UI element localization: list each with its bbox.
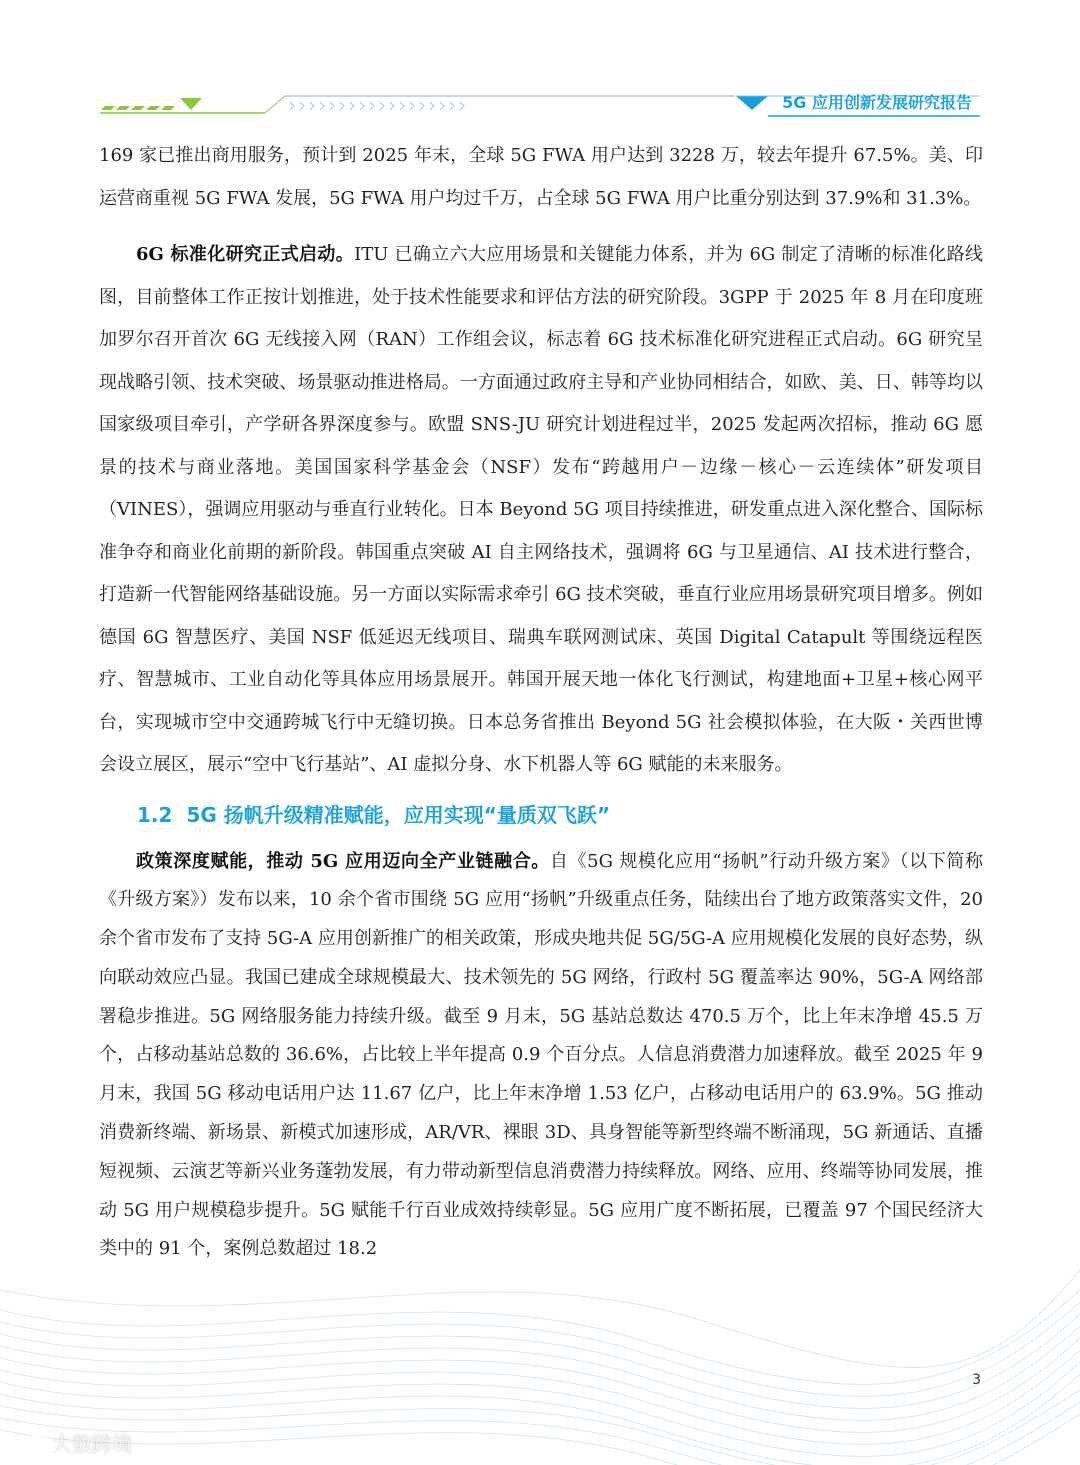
watermark-text: 大数跨境	[52, 1432, 132, 1456]
header-chevrons	[290, 102, 464, 110]
watermark-logo-icon	[14, 1433, 48, 1455]
section-heading	[137, 797, 983, 833]
header-green-dashes	[101, 106, 175, 110]
report-title: 5G 应用创新发展研究报告	[782, 93, 972, 112]
page-content	[99, 135, 983, 1269]
footer-wave-decoration	[0, 1250, 1080, 1465]
paragraph-fwa: 169 家已推出商用服务，预计到 2025 年末，全球 5G FWA 用户达到 3228 万，较去年提升 67.5%。美、印运营商重视 5G FWA 发展，5G FWA 用户均过千万，占全球 5G FWA 用户比重分别达到 37.9%和 31.3%。	[99, 145, 983, 209]
page-header	[0, 80, 1080, 125]
section-title: 5G 扬帆升级精准赋能，应用实现“量质双飞跃”	[186, 802, 611, 827]
page-number: 3	[972, 1372, 981, 1388]
paragraph-policy	[99, 843, 983, 1270]
paragraph-policy-lead: 政策深度赋能，推动 5G 应用迈向全产业链融合。	[136, 850, 550, 872]
watermark	[14, 1428, 132, 1457]
paragraph-6g	[99, 234, 983, 787]
paragraph-6g-text: ITU 已确立六大应用场景和关键能力体系，并为 6G 制定了清晰的标准化路线图，目前整体工作正按计划推进，处于技术性能要求和评估方法的研究阶段。3GPP 于 2025 年 8 月在印度班加罗尔召开首次 6G 无线接入网（RAN）工作组会议，标志着 6G 技术标准化研究进程正式启动。6G 研究呈现战略引领、技术突破、场景驱动推进格局。一方面通过政府主导和产业协同相结合，如欧、美、日、韩等均以国家级项目牵引，产学研各界深度参与。欧盟 SNS-JU 研究计划进程过半，2025 发起两次招标，推动 6G 愿景的技术与商业落地。美国国家科学基金会（NSF）发布“跨越用户－边缘－核心－云连续体”研发项目（VINES），强调应用驱动与垂直行业转化。日本 Beyond 5G 项目持续推进，研发重点进入深化整合、国际标准争夺和商业化前期的新阶段。韩国重点突破 AI 自主网络技术，强调将 6G 与卫星通信、AI 技术进行整合，打造新一代智能网络基础设施。另一方面以实际需求牵引 6G 技术突破，垂直行业应用场景研究项目增多。例如德国 6G 智慧医疗、美国 NSF 低延迟无线项目、瑞典车联网测试床、英国 Digital Catapult 等围绕远程医疗、智慧城市、工业自动化等具体应用场景展开。韩国开展天地一体化飞行测试，构建地面+卫星+核心网平台，实现城市空中交通跨城飞行中无缝切换。日本总务省推出 Beyond 5G 社会模拟体验，在大阪・关西世博会设立展区，展示“空中飞行基站”、AI 虚拟分身、水下机器人等 6G 赋能的未来服务。	[99, 244, 983, 775]
paragraph-policy-text: 自《5G 规模化应用“扬帆”行动升级方案》（以下简称《升级方案》）发布以来，10 余个省市围绕 5G 应用“扬帆”升级重点任务，陆续出台了地方政策落实文件，20 余个省市发布了支持 5G-A 应用创新推广的相关政策，形成央地共促 5G/5G-A 应用规模化发展的良好态势，纵向联动效应凸显。我国已建成全球规模最大、技术领先的 5G 网络，行政村 5G 覆盖率达 90%，5G-A 网络部署稳步推进。5G 网络服务能力持续升级。截至 9 月末，5G 基站总数达 470.5 万个，比上年末净增 45.5 万个，占移动基站总数的 36.6%，占比较上半年提高 0.9 个百分点。人信息消费潜力加速释放。截至 2025 年 9 月末，我国 5G 移动电话用户达 11.67 亿户，比上年末净增 1.53 亿户，占移动电话用户的 63.9%。5G 推动消费新终端、新场景、新模式加速形成，AR/VR、裸眼 3D、具身智能等新型终端不断涌现，5G 新通话、直播短视频、云演艺等新兴业务蓬勃发展，有力带动新型信息消费潜力持续释放。网络、应用、终端等协同发展，推动 5G 用户规模稳步提升。5G 赋能千行百业成效持续彰显。5G 应用广度不断拓展，已覆盖 97 个国民经济大类中的 91 个，案例总数超过 18.2	[99, 850, 983, 1260]
header-blue-triangle	[736, 96, 768, 110]
section-number: 1.2	[137, 802, 173, 827]
header-green-triangle	[180, 98, 202, 110]
paragraph-6g-lead: 6G 标准化研究正式启动。	[136, 244, 355, 265]
